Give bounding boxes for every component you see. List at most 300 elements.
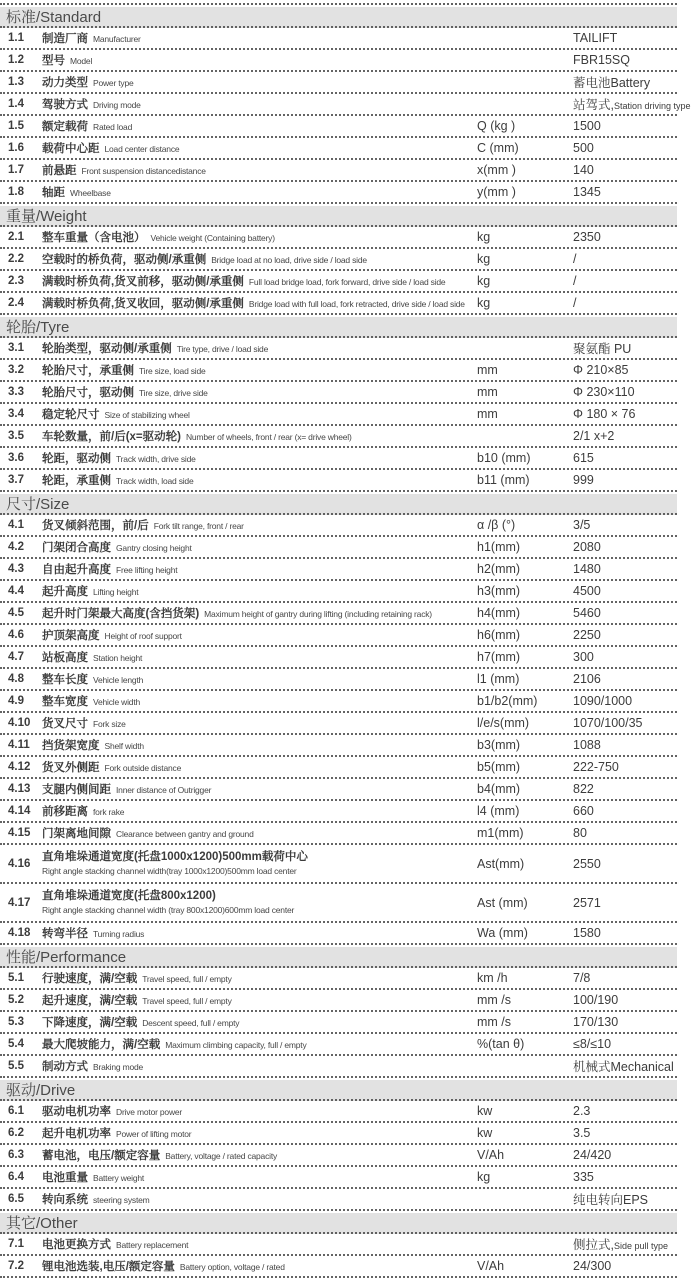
- row-value: [573, 451, 677, 465]
- row-unit: %(tan θ): [477, 1037, 525, 1051]
- row-value-text: 140: [573, 163, 594, 177]
- row-label-en: Descent speed, full / empty: [142, 1017, 240, 1028]
- row-number: 4.2: [8, 541, 24, 553]
- row-value-text: 1090/1000: [573, 694, 633, 708]
- row-value: [573, 230, 677, 244]
- table-row: [0, 249, 677, 271]
- row-label-en: Lifting height: [93, 586, 139, 597]
- table-row: [0, 293, 677, 315]
- row-value: [573, 429, 677, 443]
- row-value-text: TAILIFT: [573, 31, 618, 45]
- row-label-zh: 车轮数量，前/后(x=驱动轮): [42, 430, 181, 443]
- row-value-text: 侧拉式,: [573, 1238, 614, 1252]
- row-label-zh: 站板高度: [42, 651, 88, 664]
- row-label-zh: 护顶架高度: [42, 629, 100, 642]
- row-value: [573, 185, 677, 199]
- row-label-zh: 货叉尺寸: [42, 717, 88, 730]
- row-unit: b11 (mm): [477, 473, 530, 487]
- row-unit: y(mm ): [477, 185, 516, 199]
- section-title: 驱动/Drive: [6, 1082, 76, 1099]
- row-label-zh: 行驶速度，满/空载: [42, 972, 138, 985]
- row-unit: x(mm ): [477, 163, 516, 177]
- row-label: [42, 628, 477, 643]
- row-value: [573, 857, 677, 871]
- row-label: [42, 971, 477, 986]
- row-label-en: Track width, drive side: [116, 453, 196, 464]
- row-value: [573, 95, 691, 113]
- row-label: [42, 540, 477, 555]
- table-row: [0, 1167, 677, 1189]
- row-value-text: 822: [573, 782, 594, 796]
- row-label-en: Braking mode: [93, 1061, 144, 1072]
- row-label-zh: 载荷中心距: [42, 142, 100, 155]
- spec-table: [0, 3, 691, 1278]
- section-title: 性能/Performance: [6, 949, 127, 966]
- row-value: [573, 782, 677, 796]
- section-title: 重量/Weight: [6, 208, 87, 225]
- row-number: 6.1: [8, 1105, 24, 1117]
- row-unit: l4 (mm): [477, 804, 520, 818]
- row-unit: h6(mm): [477, 628, 521, 642]
- row-number: 6.4: [8, 1171, 24, 1183]
- row-label-en: Shelf width: [104, 740, 144, 751]
- row-label-zh: 电池更换方式: [42, 1238, 111, 1251]
- row-label: [42, 1126, 477, 1141]
- row-label-zh: 门架闭合高度: [42, 541, 111, 554]
- row-value-en: Station driving type: [613, 101, 691, 111]
- row-label: [42, 429, 477, 444]
- section-header-drive: [0, 1080, 677, 1101]
- row-label: [42, 1237, 477, 1252]
- table-row: [0, 581, 677, 603]
- row-value-text: ≤8/≤10: [573, 1037, 612, 1051]
- row-value: [573, 1148, 677, 1162]
- row-unit: mm /s: [477, 993, 512, 1007]
- row-label-en: Vehicle weight (Containing battery): [150, 232, 275, 243]
- row-value-text: 7/8: [573, 971, 591, 985]
- section-header-weight: [0, 206, 677, 227]
- row-label-zh: 起升速度，满/空载: [42, 994, 138, 1007]
- row-label-zh: 起升高度: [42, 585, 88, 598]
- row-label: [42, 716, 477, 731]
- row-label: [42, 849, 477, 878]
- row-unit: mm /s: [477, 1015, 512, 1029]
- row-value: [573, 518, 677, 532]
- table-row: [0, 801, 677, 823]
- row-label: [42, 606, 477, 621]
- row-number: 1.4: [8, 98, 24, 110]
- row-label-en: Wheelbase: [70, 187, 111, 198]
- table-row: [0, 138, 677, 160]
- row-value-text: 2571: [573, 895, 601, 910]
- row-value: [573, 694, 677, 708]
- row-unit: kg: [477, 274, 491, 288]
- row-number: 7.1: [8, 1238, 24, 1250]
- row-label-en: Tire type, drive / load side: [176, 343, 269, 354]
- row-value: [573, 971, 677, 985]
- row-label-zh: 最大爬坡能力，满/空载: [42, 1038, 161, 1051]
- row-value: [573, 716, 677, 730]
- row-label: [42, 473, 477, 488]
- table-row: [0, 1234, 677, 1256]
- table-row: [0, 1056, 677, 1078]
- row-value: [573, 628, 677, 642]
- row-label-en: Power of lifting motor: [116, 1128, 192, 1139]
- row-label-en: Tire size, load side: [139, 365, 206, 376]
- table-row: [0, 757, 677, 779]
- row-value-text: 1580: [573, 926, 601, 940]
- section-header-standard: [0, 7, 677, 28]
- table-row: [0, 360, 677, 382]
- row-label-en: Inner distance of Outrigger: [116, 784, 212, 795]
- row-label-zh: 型号: [42, 54, 65, 67]
- row-value-text: 2550: [573, 856, 601, 871]
- table-row: [0, 779, 677, 801]
- row-label-en: Bridge load with full load, fork retracted, drive side / load side: [248, 298, 465, 309]
- section-header-other: [0, 1213, 677, 1234]
- table-row: [0, 823, 677, 845]
- row-value-text: 300: [573, 650, 594, 664]
- row-value: [573, 339, 677, 357]
- table-row: [0, 884, 677, 923]
- row-label-zh: 前移距离: [42, 805, 88, 818]
- row-label-zh: 起升电机功率: [42, 1127, 111, 1140]
- row-label-zh: 满载时桥负荷,货叉收回，驱动侧/承重侧: [42, 297, 244, 310]
- row-label-zh: 轮距，承重侧: [42, 474, 111, 487]
- row-number: 4.3: [8, 563, 24, 575]
- row-label-en: Bridge load at no load, drive side / load side: [211, 254, 367, 265]
- row-number: 7.2: [8, 1260, 24, 1272]
- row-value: [573, 274, 677, 288]
- table-row: [0, 470, 677, 492]
- row-unit: α /β (°): [477, 518, 516, 532]
- row-value-text: 24/300: [573, 1259, 612, 1273]
- row-label: [42, 274, 477, 289]
- row-unit: Ast (mm): [477, 895, 528, 910]
- row-unit: kg: [477, 1170, 491, 1184]
- row-value-text: 1500: [573, 119, 601, 133]
- row-label-zh: 货叉倾斜范围，前/后: [42, 519, 149, 532]
- row-value: [573, 896, 677, 910]
- row-label: [42, 1104, 477, 1119]
- row-value-text: 170/130: [573, 1015, 619, 1029]
- row-number: 5.4: [8, 1038, 24, 1050]
- row-value-text: 615: [573, 451, 594, 465]
- row-value: [573, 562, 677, 576]
- row-label-zh: 驱动电机功率: [42, 1105, 111, 1118]
- row-number: 2.4: [8, 297, 24, 309]
- row-number: 4.4: [8, 585, 24, 597]
- row-value: [573, 1235, 677, 1253]
- row-value-text: Φ 180 × 76: [573, 407, 636, 421]
- table-row: [0, 537, 677, 559]
- row-label-en: Battery option, voltage / rated: [179, 1261, 285, 1272]
- row-label: [42, 738, 477, 753]
- row-value-text: 2106: [573, 672, 601, 686]
- row-value-text: 站驾式,: [573, 98, 614, 112]
- row-label-zh: 轮胎类型，驱动侧/承重侧: [42, 342, 172, 355]
- row-value-text: 2350: [573, 230, 601, 244]
- row-value-text: 1345: [573, 185, 601, 199]
- row-label: [42, 650, 477, 665]
- table-row: [0, 448, 677, 470]
- row-unit: mm: [477, 385, 498, 399]
- row-unit: V/Ah: [477, 1148, 505, 1162]
- row-value-text: 80: [573, 826, 587, 840]
- row-value-text: 222-750: [573, 760, 619, 774]
- row-number: 1.7: [8, 164, 24, 176]
- row-value-text: 2080: [573, 540, 601, 554]
- row-label: [42, 141, 477, 156]
- row-label-zh: 整车重量（含电池）: [42, 231, 146, 244]
- row-number: 4.17: [8, 896, 31, 909]
- table-row: [0, 94, 691, 116]
- row-label-en: Front suspension distancedistance: [81, 165, 206, 176]
- row-label-en: Battery replacement: [116, 1239, 189, 1250]
- row-number: 4.10: [8, 717, 31, 729]
- table-row: [0, 182, 677, 204]
- table-row: [0, 227, 677, 249]
- row-label-zh: 制动方式: [42, 1060, 88, 1073]
- row-label-zh: 驾驶方式: [42, 98, 88, 111]
- row-number: 4.14: [8, 805, 31, 817]
- row-label-zh: 电池重量: [42, 1171, 88, 1184]
- row-label-zh: 整车宽度: [42, 695, 88, 708]
- row-label: [42, 119, 477, 134]
- row-number: 1.3: [8, 76, 24, 88]
- row-label: [42, 296, 477, 311]
- row-label-en: Fork outside distance: [104, 762, 182, 773]
- row-number: 3.7: [8, 474, 24, 486]
- row-label-en: Tire size, drive side: [139, 387, 208, 398]
- row-value: [573, 606, 677, 620]
- table-row: [0, 1034, 677, 1056]
- row-unit: C (mm): [477, 141, 519, 155]
- row-label-zh: 空载时的桥负荷，驱动侧/承重侧: [42, 253, 207, 266]
- row-unit: b3(mm): [477, 738, 521, 752]
- row-label: [42, 694, 477, 709]
- table-row: [0, 1012, 677, 1034]
- table-row: [0, 404, 677, 426]
- row-label-zh: 直角堆垛通道宽度(托盘1000x1200)500mm载荷中心: [42, 851, 308, 863]
- table-row: [0, 1123, 677, 1145]
- row-value: [573, 993, 677, 1007]
- row-value: [573, 163, 677, 177]
- row-label-zh: 轮胎尺寸，承重侧: [42, 364, 134, 377]
- row-number: 4.6: [8, 629, 24, 641]
- section-header-tyre: [0, 317, 677, 338]
- row-unit: mm: [477, 407, 498, 421]
- row-unit: b1/b2(mm): [477, 694, 538, 708]
- table-row: [0, 625, 677, 647]
- row-unit: l1 (mm): [477, 672, 520, 686]
- row-value: [573, 53, 677, 67]
- row-number: 4.18: [8, 927, 31, 939]
- row-label-en: Clearance between gantry and ground: [116, 828, 254, 839]
- row-number: 3.3: [8, 386, 24, 398]
- row-number: 4.15: [8, 827, 31, 839]
- row-number: 5.1: [8, 972, 24, 984]
- row-value-text: 2/1 x+2: [573, 429, 615, 443]
- row-label: [42, 341, 477, 356]
- row-value: [573, 926, 677, 940]
- row-number: 5.3: [8, 1016, 24, 1028]
- row-unit: h4(mm): [477, 606, 521, 620]
- row-value-text: /: [573, 296, 577, 310]
- row-label: [42, 782, 477, 797]
- row-label-en: Height of roof support: [104, 630, 182, 641]
- row-number: 3.2: [8, 364, 24, 376]
- row-number: 1.6: [8, 142, 24, 154]
- row-label-zh: 支腿内侧间距: [42, 783, 111, 796]
- row-value: [573, 141, 677, 155]
- row-value-en: Side pull type: [613, 1241, 669, 1251]
- row-label-en: Full load bridge load, fork forward, drive side / load side: [248, 276, 446, 287]
- table-row: [0, 50, 677, 72]
- row-label-zh: 整车长度: [42, 673, 88, 686]
- row-value: [573, 1170, 677, 1184]
- row-value-text: 2.3: [573, 1104, 591, 1118]
- table-row: [0, 515, 677, 537]
- row-unit: kg: [477, 296, 491, 310]
- row-value-text: 机械式Mechanical: [573, 1060, 674, 1074]
- section-header-performance: [0, 947, 677, 968]
- row-unit: kw: [477, 1104, 493, 1118]
- row-label: [42, 826, 477, 841]
- table-row: [0, 845, 677, 884]
- row-value-text: /: [573, 274, 577, 288]
- table-row: [0, 647, 677, 669]
- table-row: [0, 72, 677, 94]
- row-unit: Q (kg ): [477, 119, 516, 133]
- row-unit: b10 (mm): [477, 451, 531, 465]
- row-label: [42, 1192, 477, 1207]
- row-label-en: Number of wheels, front / rear (x= drive wheel): [185, 431, 352, 442]
- row-number: 5.5: [8, 1060, 24, 1072]
- section-title: 尺寸/Size: [6, 496, 70, 513]
- row-label-en: Driving mode: [93, 99, 141, 110]
- table-row: [0, 338, 677, 360]
- row-value-text: Φ 210×85: [573, 363, 629, 377]
- row-value: [573, 407, 677, 421]
- row-value: [573, 1190, 677, 1208]
- row-value: [573, 73, 677, 91]
- row-value-text: 聚氨酯 PU: [573, 342, 632, 356]
- row-value: [573, 296, 677, 310]
- row-value-text: 2250: [573, 628, 601, 642]
- row-value-text: 纯电转向EPS: [573, 1193, 649, 1207]
- row-label: [42, 451, 477, 466]
- row-value: [573, 1126, 677, 1140]
- row-label: [42, 407, 477, 422]
- row-label-en: Fork tilt range, front / rear: [153, 520, 244, 531]
- row-label-zh: 额定载荷: [42, 120, 88, 133]
- row-unit: Wa (mm): [477, 926, 528, 940]
- row-number: 1.8: [8, 186, 24, 198]
- row-value-text: 5460: [573, 606, 601, 620]
- row-unit: l/e/s(mm): [477, 716, 530, 730]
- row-label: [42, 993, 477, 1008]
- row-number: 4.16: [8, 857, 31, 870]
- row-unit: b5(mm): [477, 760, 521, 774]
- row-label-zh: 直角堆垛通道宽度(托盘800x1200): [42, 890, 216, 902]
- row-unit: km /h: [477, 971, 508, 985]
- row-label-en: Battery, voltage / rated capacity: [165, 1150, 278, 1161]
- row-number: 5.2: [8, 994, 24, 1006]
- row-label-en: Travel speed, full / empty: [142, 995, 232, 1006]
- row-number: 4.1: [8, 519, 24, 531]
- row-value-text: 1088: [573, 738, 601, 752]
- row-value-text: 3/5: [573, 518, 591, 532]
- row-label-zh: 满载时桥负荷,货叉前移，驱动侧/承重侧: [42, 275, 244, 288]
- row-value: [573, 738, 677, 752]
- row-label-zh: 转弯半径: [42, 927, 88, 940]
- row-label: [42, 1148, 477, 1163]
- row-label-zh: 稳定轮尺寸: [42, 408, 100, 421]
- row-number: 3.5: [8, 430, 24, 442]
- row-label-zh: 门架离地间隙: [42, 827, 111, 840]
- row-label: [42, 926, 477, 941]
- row-label-en: Maximum height of gantry during lifting (including retaining rack): [204, 608, 432, 619]
- row-value: [573, 540, 677, 554]
- row-value-text: FBR15SQ: [573, 53, 630, 67]
- section-header-size: [0, 494, 677, 515]
- row-label-zh: 轮胎尺寸，驱动侧: [42, 386, 134, 399]
- table-row: [0, 116, 677, 138]
- row-value: [573, 1104, 677, 1118]
- row-label-en: Model: [70, 55, 93, 66]
- row-label-en: Track width, load side: [116, 475, 194, 486]
- row-label-en: Power type: [93, 77, 134, 88]
- row-value: [573, 804, 677, 818]
- row-value-text: /: [573, 252, 577, 266]
- table-row: [0, 271, 677, 293]
- table-row: [0, 559, 677, 581]
- row-number: 4.5: [8, 607, 24, 619]
- row-unit: h2(mm): [477, 562, 521, 576]
- row-label: [42, 75, 477, 90]
- row-label-zh: 前悬距: [42, 164, 77, 177]
- row-number: 4.8: [8, 673, 24, 685]
- row-label: [42, 804, 477, 819]
- row-label: [42, 363, 477, 378]
- table-row: [0, 923, 677, 945]
- row-label: [42, 185, 477, 200]
- row-value-text: 660: [573, 804, 594, 818]
- table-row: [0, 713, 677, 735]
- row-label-en: Right angle stacking channel width (tray 800x1200)600mm load center: [42, 905, 295, 915]
- row-label-zh: 自由起升高度: [42, 563, 111, 576]
- row-label-en: Travel speed, full / empty: [142, 973, 232, 984]
- row-label-en: Drive motor power: [116, 1106, 183, 1117]
- row-label: [42, 562, 477, 577]
- row-label-en: Maximum climbing capacity, full / empty: [165, 1039, 307, 1050]
- row-label-zh: 锂电池选装,电压/额定容量: [42, 1260, 175, 1273]
- row-label-en: steering system: [93, 1194, 150, 1205]
- row-label-zh: 挡货架宽度: [42, 739, 100, 752]
- row-label-en: Manufacturer: [93, 33, 141, 44]
- row-value: [573, 1259, 677, 1273]
- row-label: [42, 584, 477, 599]
- row-unit: h7(mm): [477, 650, 521, 664]
- row-value: [573, 1057, 677, 1075]
- row-value: [573, 1037, 677, 1051]
- row-unit: m1(mm): [477, 826, 524, 840]
- row-unit: kw: [477, 1126, 493, 1140]
- row-value-text: 500: [573, 141, 594, 155]
- row-number: 3.6: [8, 452, 24, 464]
- row-unit: h3(mm): [477, 584, 521, 598]
